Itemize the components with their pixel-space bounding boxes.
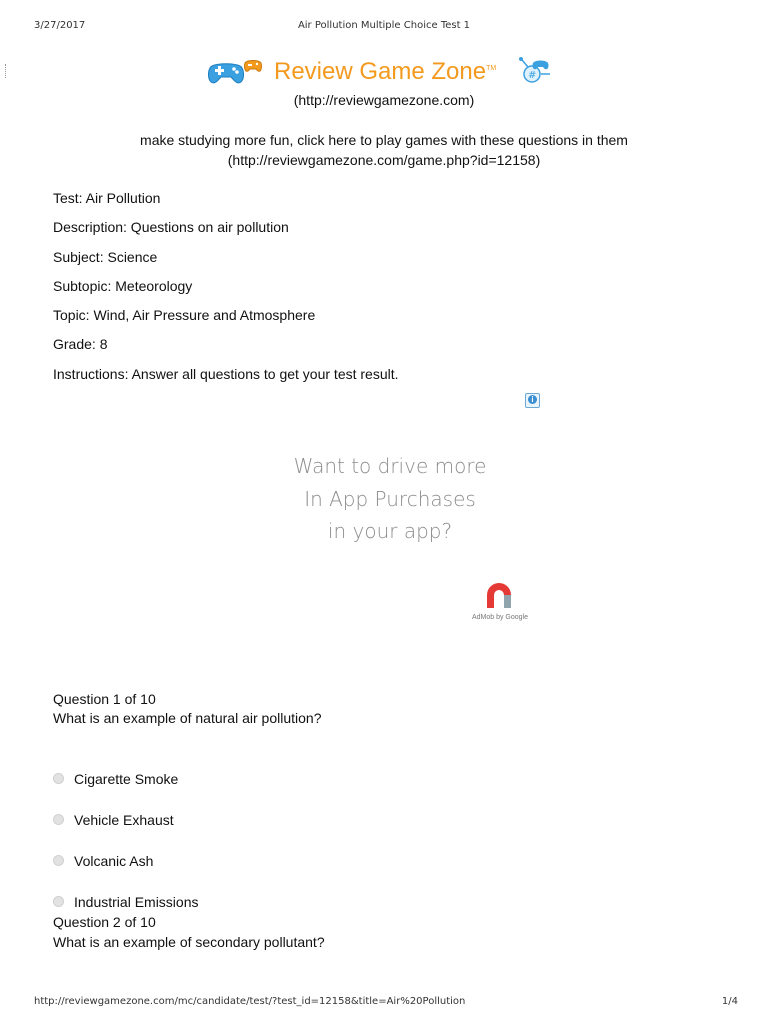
question-number: Question 2 of 10 [53,914,156,930]
radio-button[interactable] [53,896,64,907]
test-name: Test: Air Pollution [53,190,161,206]
test-subject: Subject: Science [53,248,158,265]
option-label: Industrial Emissions [74,894,199,910]
test-details [53,189,399,394]
print-title: Air Pollution Multiple Choice Test 1 [297,20,471,31]
ad-caption: AdMob by Google [471,614,529,621]
logo-url-link[interactable]: (http://reviewgamezone.com) [293,92,475,108]
ad-line: in your app? [327,519,453,543]
svg-text:#: # [528,70,537,81]
print-date: 3/27/2017 [34,20,86,31]
option-label: Cigarette Smoke [74,771,179,787]
question-text: What is an example of secondary pollutant? [53,934,325,950]
promo-link[interactable] [0,130,768,170]
test-description: Description: Questions on air pollution [53,219,289,236]
admob-logo-icon [483,582,515,612]
info-icon[interactable]: i [525,393,540,408]
logo-text: Review Game Zone™ [274,58,497,85]
option-label: Vehicle Exhaust [74,812,174,828]
radio-button[interactable] [53,855,64,866]
ad-line: In App Purchases [304,486,476,511]
option-label: Volcanic Ash [74,853,154,869]
promo-line-2: (http://reviewgamezone.com/game.php?id=12158) [227,152,541,168]
ad-banner[interactable] [240,450,540,548]
radio-button[interactable] [53,814,64,825]
questions [53,690,325,950]
question-number: Question 1 of 10 [53,691,156,707]
page-number: 1/4 [721,996,738,1007]
question-text: What is an example of natural air pollution? [53,710,322,726]
radio-button[interactable] [53,773,64,784]
promo-line-1: make studying more fun, click here to play games with these questions in them [140,132,628,148]
test-instructions: Instructions: Answer all questions to get your test result. [53,365,399,382]
test-subtopic: Subtopic: Meteorology [53,277,193,294]
gamepad-icon [206,54,272,90]
gamepad-network-icon [512,52,556,88]
ad-line: Want to drive more [293,454,487,478]
site-logo[interactable] [0,52,768,92]
test-grade: Grade: 8 [53,336,108,353]
test-topic: Topic: Wind, Air Pressure and Atmosphere [53,307,316,324]
footer-url: http://reviewgamezone.com/mc/candidate/test/?test_id=12158&title=Air%20Pollution [34,996,466,1007]
